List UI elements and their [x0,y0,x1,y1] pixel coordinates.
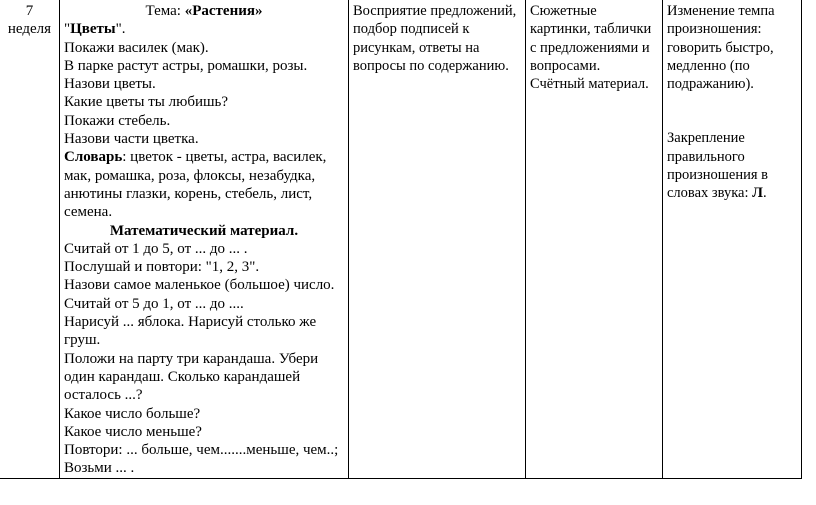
reinforce-body: Закрепление правильного произношения в словах звука: [667,130,769,202]
vocabulary-label: Словарь [64,149,123,166]
math-line: Нарисуй ... яблока. Нарисуй столько же груш. [64,314,317,349]
topic-value: «Растения» [184,3,263,19]
week-number: 7 [25,3,34,19]
perception-text: Восприятие предложений, подбор подписей к рисункам, ответы на вопросы по содержанию. [353,3,517,74]
content-cell [60,0,349,478]
tempo-text: Изменение темпа произношения: говорить быстро, медленно (по подражанию). [667,3,775,93]
math-line: Возьми ... . [64,460,135,477]
subtopic-line [64,20,344,38]
math-line: Какое число меньше? [64,423,202,440]
math-line: Какое число больше? [64,405,201,422]
math-line: Повтори: ... больше, чем.......меньше, чем..; [64,442,339,459]
week-label: неделя [7,21,52,38]
reinforce-sound: Л [752,185,763,202]
math-line: Считай от 5 до 1, от ... до .... [64,295,244,312]
content-line: Назови цветы. [64,76,156,93]
math-line: Послушай и повтори: "1, 2, 3". [64,259,260,276]
math-line: Положи на парту три карандаша. Убери один карандаш. Сколько карандашей осталось ...? [64,350,319,404]
subtopic-quote-open: " [64,21,71,38]
week-cell [0,0,60,478]
reinforce-text [667,129,797,202]
math-line: Назови самое маленькое (большое) число. [64,277,335,294]
speech-cell [663,0,802,478]
math-heading [64,222,344,240]
subtopic-quote-close: ". [115,21,126,38]
topic-label: Тема: [145,3,185,19]
reinforce-end: . [762,185,767,202]
content-line: Какие цветы ты любишь? [64,94,229,111]
content-line: Назови части цветка. [64,131,199,148]
materials-cell [526,0,663,478]
math-line: Считай от 1 до 5, от ... до ... . [64,240,248,257]
content-line: В парке растут астры, ромашки, розы. [64,57,308,74]
perception-cell [349,0,526,478]
topic-line [64,2,344,20]
math-heading-text: Математический материал. [109,222,299,239]
spacer [667,93,797,129]
content-line: Покажи стебель. [64,112,171,129]
materials-text: Сюжетные картинки, таблички с предложениями и вопросами. Счётный материал. [530,3,652,93]
content-line: Покажи василек (мак). [64,39,209,56]
vocabulary-text: : цветок - цветы, астра, василек, мак, ромашка, роза, флоксы, незабудка, анютины глазки, корень, стебель, лист, семена. [64,149,327,221]
vocabulary [64,148,344,221]
subtopic-title: Цветы [70,21,116,38]
